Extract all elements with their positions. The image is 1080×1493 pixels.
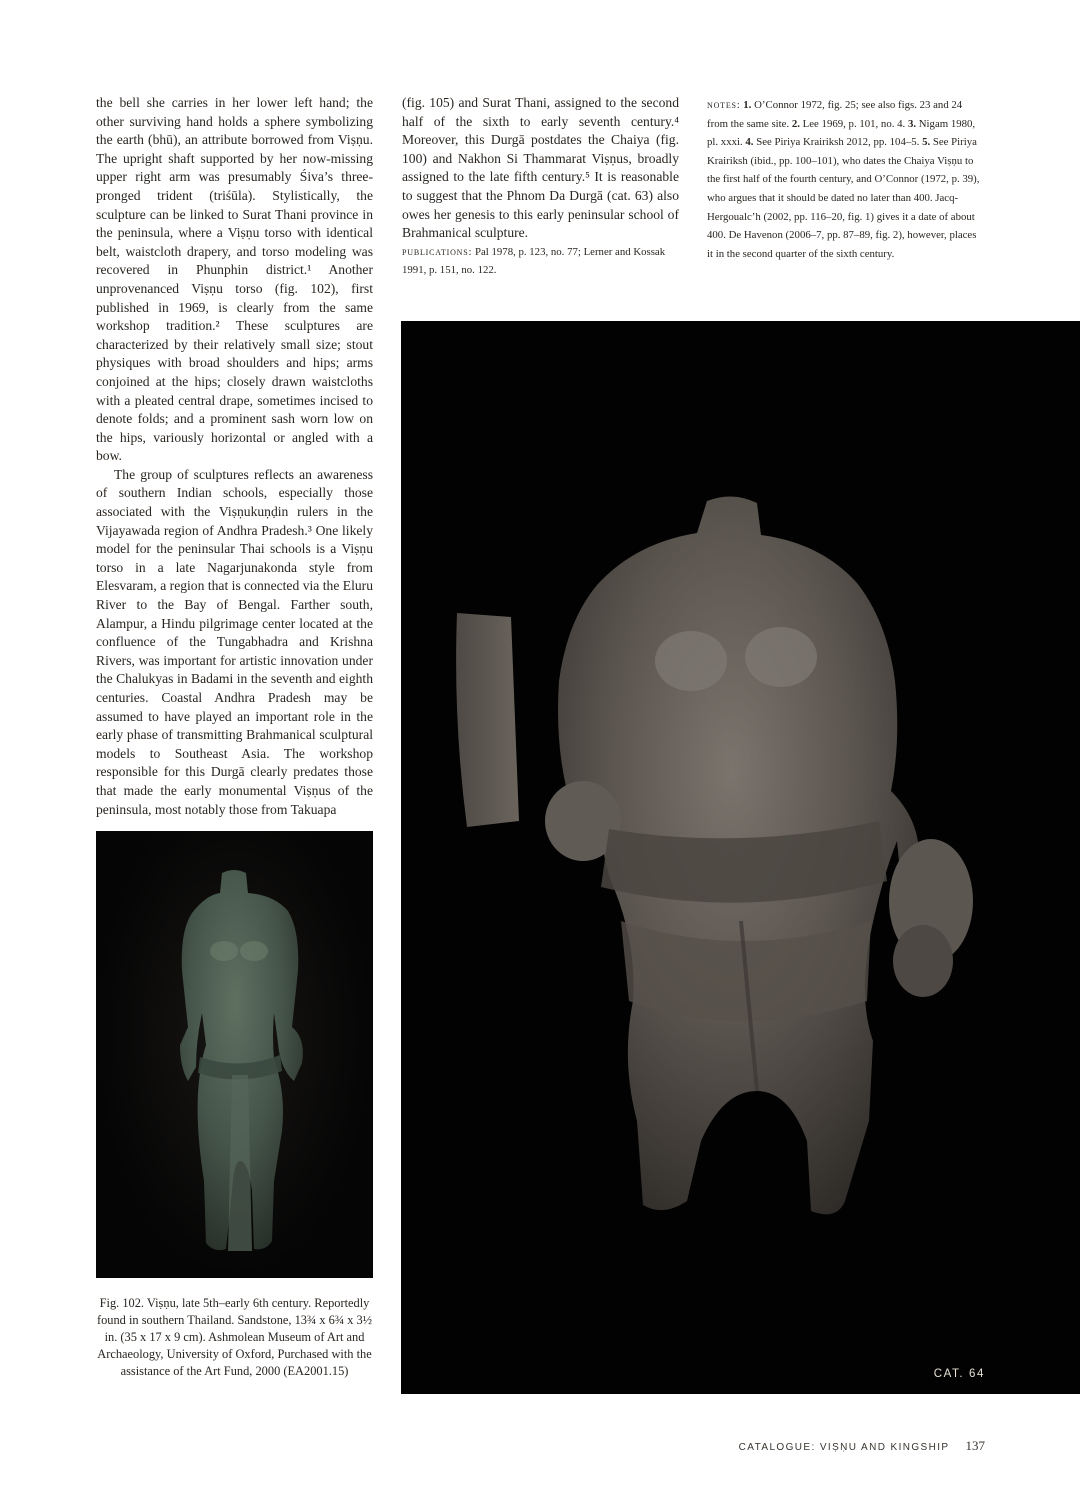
vishnu-torso-illustration	[96, 831, 373, 1278]
figure-102-caption: Fig. 102. Viṣṇu, late 5th–early 6th century. Reportedly found in southern Thailand. Sandstone, 13¾ x 6¾ x 3½ in. (35 x 17 x 9 cm). Ashmolean Museum of Art and Archaeology, University of Oxford, Purchased with the assistance of the Art Fund, 2000 (EA2001.15)	[96, 1296, 373, 1378]
body-paragraph-2: The group of sculptures reflects an awareness of southern Indian schools, especially those associated with the Viṣṇukuṇḍin rulers in the Vijayawada region of Andhra Pradesh.³ One likely model for the peninsular Thai schools is a Viṣṇu torso in a late Nagarjunakonda style from Elesvaram, a region that is connected via the Eluru River to the Bay of Bengal. Farther south, Alampur, a Hindu pilgrimage center located at the confluence of the Tungabhadra and Krishna Rivers, was important for artistic innovation under the Chalukyas in Badami in the seventh and eighth centuries. Coastal Andhra Pradesh may be assumed to have played an important role in the early phase of transmitting Brahmanical sculptural models to Southeast Asia. The workshop responsible for this Durgā clearly predates those that made the early monumental Viṣṇus of the peninsula, most notably those from Takuapa	[96, 466, 373, 817]
note-number: 4.	[745, 136, 754, 149]
notes-label: notes:	[707, 99, 741, 111]
publications-text: Pal 1978, p. 123, no. 77; Lerner and Kossak 1991, p. 151, no. 122.	[402, 245, 666, 277]
body-text-column-1	[96, 94, 373, 819]
note-text: See Piriya Krairiksh 2012, pp. 104–5.	[756, 136, 920, 149]
figure-102-photo	[96, 831, 373, 1278]
durga-torso-illustration	[401, 321, 1080, 1394]
note-number: 2.	[791, 117, 800, 130]
page-footer	[739, 1438, 985, 1454]
page-number: 137	[965, 1438, 985, 1453]
publications	[402, 243, 679, 280]
body-paragraph-1: the bell she carries in her lower left hand; the other surviving hand holds a sphere symbolizing the earth (bhū), an attribute borrowed from Viṣṇu. The upright shaft supported by her now-missing upper right arm was presumably Śiva’s three-pronged trident (triśūla). Stylistically, the sculpture can be linked to Surat Thani province in the peninsula, where a Viṣṇu torso with identical belt, waistcloth drapery, and torso modeling was recovered in Phunphin district.¹ Another unprovenanced Viṣṇu torso (fig. 102), first published in 1969, is clearly from the same workshop tradition.² These sculptures are characterized by their relatively small size; stout physiques with broad shoulders and hips; arms conjoined at the hips; closely drawn waistcloths with a pleated central drape, sometimes incised to denote folds; and a prominent sash worn low on the hips, variously horizontal or angled with a bow.	[96, 95, 373, 464]
note-4	[745, 136, 919, 148]
note-text: Lee 1969, p. 101, no. 4.	[802, 117, 906, 130]
note-number: 5.	[922, 136, 931, 149]
catalogue-64-photo	[401, 321, 1080, 1394]
body-text-column-2	[402, 94, 679, 280]
note-number: 1.	[743, 99, 752, 111]
body-paragraph-3: (fig. 105) and Surat Thani, assigned to the second half of the sixth to early seventh century.⁴ Moreover, this Durgā postdates the Chaiya (fig. 100) and Nakhon Si Thammarat Viṣṇus, broadly assigned to the late fifth century.⁵ It is reasonable to suggest that the Phnom Da Durgā (cat. 63) also owes her genesis to this early peninsular school of Brahmanical sculpture.	[402, 95, 679, 241]
running-head: CATALOGUE: VIṢṆU AND KINGSHIP	[738, 1442, 950, 1453]
note-text: O’Connor 1972, fig. 25; see also figs. 23 and 24 from the same site.	[707, 99, 963, 130]
note-number: 3.	[907, 117, 917, 130]
note-text: Nigam 1980, pl. xxxi.	[707, 117, 976, 149]
catalogue-number-label: CAT. 64	[933, 1368, 985, 1380]
notes-column	[707, 96, 983, 263]
note-text: See Piriya Krairiksh (ibid., pp. 100–101), who dates the Chaiya Viṣṇu to the first half of the fourth century, and O’Connor (1972, p. 39), who argues that it should be dated no later than 400. Jacq-Hergoualc’h (2002, pp. 116–20, fig. 1) gives it a date of about 400. De Havenon (2006–7, pp. 87–89, fig. 2), however, places it in the second quarter of the sixth century.	[707, 136, 980, 260]
publications-label: publications:	[402, 245, 473, 258]
note-5	[707, 136, 979, 260]
note-2	[792, 118, 905, 130]
